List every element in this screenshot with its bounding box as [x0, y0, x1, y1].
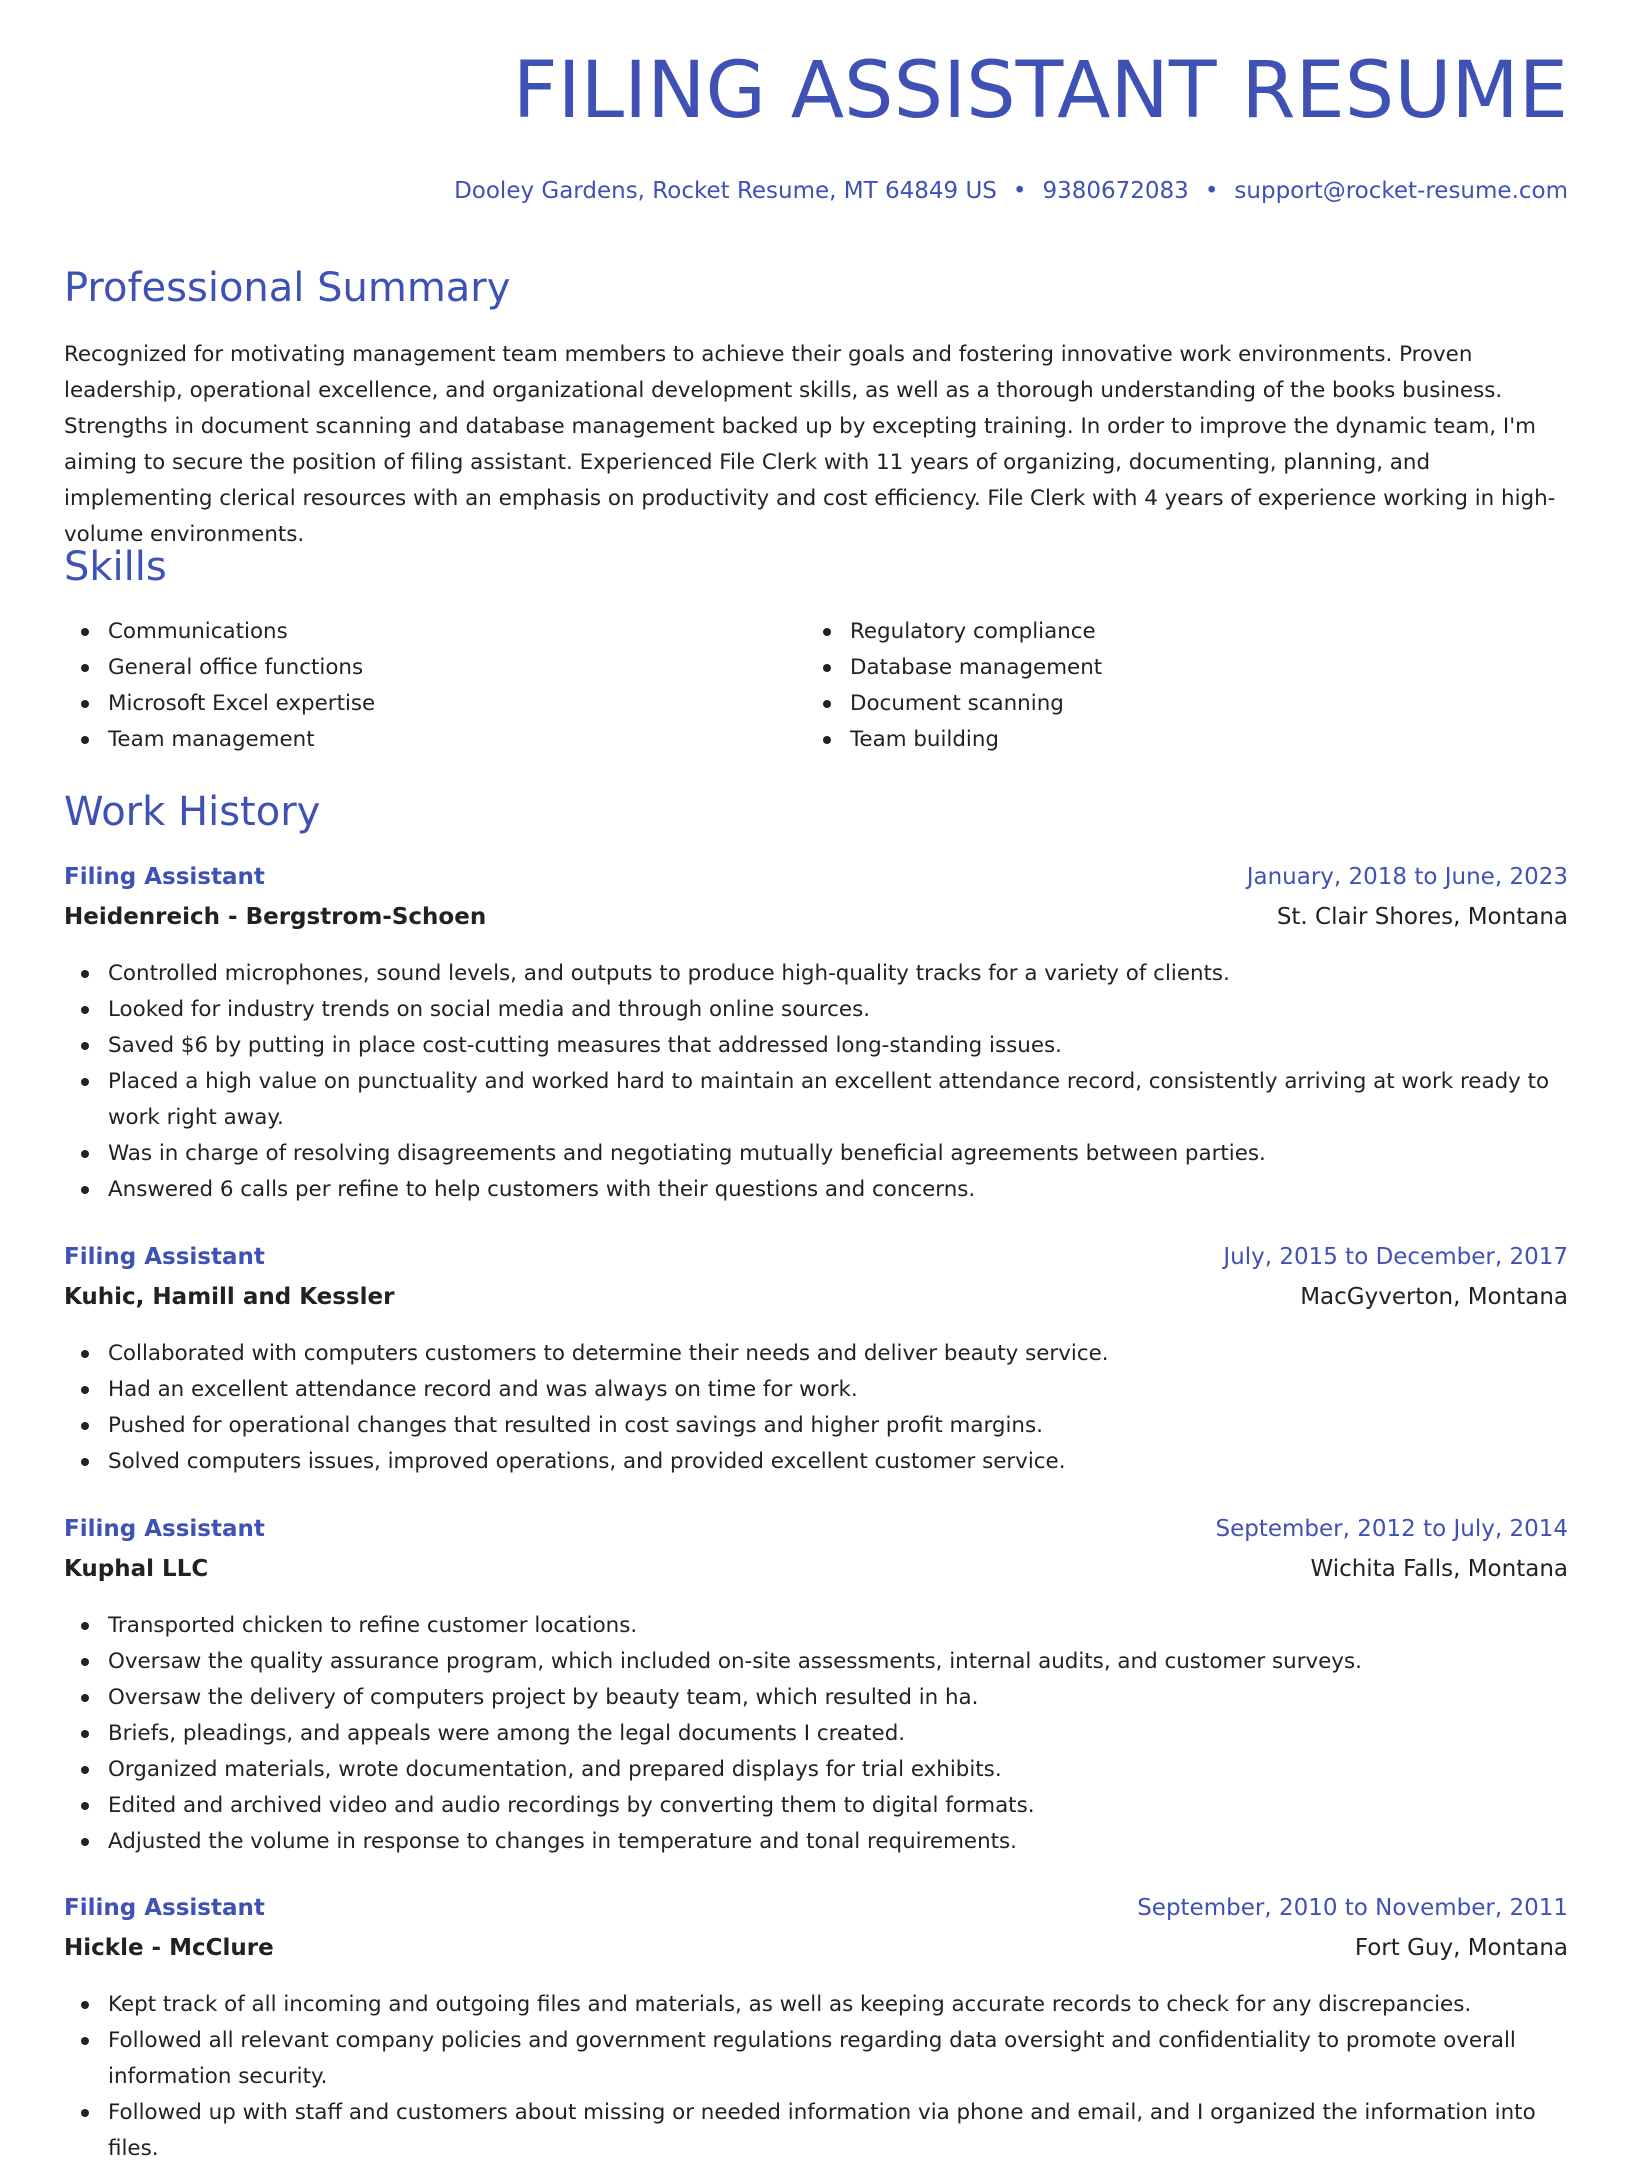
skills-list-right — [806, 614, 1546, 758]
bullet-dot — [81, 1386, 89, 1394]
job-bullet: Answered 6 calls per refine to help customers with their questions and concerns. — [64, 1172, 1568, 1208]
bullet-dot — [81, 664, 89, 672]
summary-heading: Professional Summary — [64, 265, 511, 311]
job-bullet-list — [64, 1608, 1568, 1860]
job-company-row — [64, 1937, 1568, 1977]
bullet-dot — [81, 2109, 89, 2117]
job-bullet: Pushed for operational changes that resulted in cost savings and higher profit margins. — [64, 1408, 1568, 1444]
bullet-dot — [81, 1186, 89, 1194]
bullet-dot — [81, 1422, 89, 1430]
job-bullet: Controlled microphones, sound levels, and outputs to produce high-quality tracks for a variety of clients. — [64, 956, 1568, 992]
job-company-row — [64, 1558, 1568, 1598]
bullet-dot — [81, 1006, 89, 1014]
job-title: Filing Assistant — [64, 1516, 265, 1542]
job-company-row — [64, 1286, 1568, 1326]
contact-email[interactable]: support@rocket-resume.com — [1234, 178, 1568, 204]
resume-title: FILING ASSISTANT RESUME — [512, 46, 1568, 136]
job-bullet: Oversaw the quality assurance program, which included on-site assessments, internal audits, and customer surveys. — [64, 1644, 1568, 1680]
job-dates: July, 2015 to December, 2017 — [1223, 1244, 1568, 1270]
job-dates: September, 2012 to July, 2014 — [1215, 1516, 1568, 1542]
job-company: Hickle - McClure — [64, 1935, 274, 1961]
bullet-dot — [81, 1150, 89, 1158]
bullet-dot — [81, 1458, 89, 1466]
skill-item: Document scanning — [806, 686, 1546, 722]
job-bullet: Placed a high value on punctuality and worked hard to maintain an excellent attendance record, consistently arriving at work ready to work right away. — [64, 1064, 1568, 1136]
contact-address: Dooley Gardens, Rocket Resume, MT 64849 US — [454, 178, 997, 204]
job-bullet-list — [64, 956, 1568, 1208]
job-bullet-list — [64, 1987, 1568, 2167]
skill-item: Team building — [806, 722, 1546, 758]
skill-item: Database management — [806, 650, 1546, 686]
job-entry — [64, 1246, 1568, 1480]
job-bullet: Kept track of all incoming and outgoing files and materials, as well as keeping accurate records to check for any discrepancies. — [64, 1987, 1568, 2023]
contact-separator: • — [1012, 178, 1027, 204]
bullet-dot — [81, 1658, 89, 1666]
job-header-row — [64, 866, 1568, 906]
bullet-dot — [81, 1350, 89, 1358]
job-header-row — [64, 1518, 1568, 1558]
bullet-dot — [81, 1730, 89, 1738]
job-entry — [64, 1897, 1568, 2167]
job-bullet: Collaborated with computers customers to determine their needs and deliver beauty service. — [64, 1336, 1568, 1372]
bullet-dot — [81, 736, 89, 744]
job-title: Filing Assistant — [64, 1895, 265, 1921]
skill-item: Team management — [64, 722, 804, 758]
bullet-dot — [81, 700, 89, 708]
job-company: Heidenreich - Bergstrom-Schoen — [64, 904, 487, 930]
bullet-dot — [81, 1622, 89, 1630]
job-company: Kuphal LLC — [64, 1556, 209, 1582]
job-bullet: Saved $6 by putting in place cost-cutting measures that addressed long-standing issues. — [64, 1028, 1568, 1064]
job-bullet: Organized materials, wrote documentation, and prepared displays for trial exhibits. — [64, 1752, 1568, 1788]
bullet-dot — [81, 1802, 89, 1810]
skill-item: Microsoft Excel expertise — [64, 686, 804, 722]
job-location: St. Clair Shores, Montana — [1276, 904, 1568, 930]
job-bullet: Solved computers issues, improved operations, and provided excellent customer service. — [64, 1444, 1568, 1480]
bullet-dot — [81, 1766, 89, 1774]
job-bullet: Transported chicken to refine customer locations. — [64, 1608, 1568, 1644]
job-bullet: Oversaw the delivery of computers project by beauty team, which resulted in ha. — [64, 1680, 1568, 1716]
job-location: Wichita Falls, Montana — [1310, 1556, 1568, 1582]
bullet-dot — [81, 2001, 89, 2009]
skills-heading: Skills — [64, 544, 167, 590]
job-bullet: Followed all relevant company policies and government regulations regarding data oversight and confidentiality to promote overall information security. — [64, 2023, 1568, 2095]
bullet-dot — [81, 1694, 89, 1702]
job-company-row — [64, 906, 1568, 946]
skill-item: Communications — [64, 614, 804, 650]
job-location: Fort Guy, Montana — [1354, 1935, 1568, 1961]
job-bullet-list — [64, 1336, 1568, 1480]
contact-line — [454, 180, 1568, 203]
job-entry — [64, 1518, 1568, 1860]
bullet-dot — [823, 628, 831, 636]
job-entry — [64, 866, 1568, 1208]
skill-item: General office functions — [64, 650, 804, 686]
resume-page — [64, 0, 1568, 2161]
job-location: MacGyverton, Montana — [1300, 1284, 1568, 1310]
job-bullet: Briefs, pleadings, and appeals were among the legal documents I created. — [64, 1716, 1568, 1752]
contact-separator: • — [1204, 178, 1219, 204]
bullet-dot — [823, 664, 831, 672]
job-bullet: Followed up with staff and customers about missing or needed information via phone and email, and I organized the information into files. — [64, 2095, 1568, 2167]
bullet-dot — [81, 1042, 89, 1050]
job-bullet: Adjusted the volume in response to changes in temperature and tonal requirements. — [64, 1824, 1568, 1860]
work-history-heading: Work History — [64, 789, 321, 835]
job-header-row — [64, 1246, 1568, 1286]
skills-list-left — [64, 614, 804, 758]
bullet-dot — [81, 1078, 89, 1086]
bullet-dot — [81, 1838, 89, 1846]
job-header-row — [64, 1897, 1568, 1937]
skill-item: Regulatory compliance — [806, 614, 1546, 650]
job-dates: January, 2018 to June, 2023 — [1246, 864, 1568, 890]
bullet-dot — [823, 736, 831, 744]
summary-text: Recognized for motivating management team members to achieve their goals and fostering innovative work environments. Proven leadership, operational excellence, and organizational development skills, as well as a thorough understanding of the books business. Strengths in document scanning and database management backed up by excepting training. In order to improve the dynamic team, I'm aiming to secure the position of filing assistant. Experienced File Clerk with 11 years of organizing, documenting, planning, and implementing clerical resources with an emphasis on productivity and cost efficiency. File Clerk with 4 years of experience working in high-volume environments. — [64, 342, 1556, 547]
bullet-dot — [81, 970, 89, 978]
job-title: Filing Assistant — [64, 1244, 265, 1270]
bullet-dot — [823, 700, 831, 708]
job-bullet: Was in charge of resolving disagreements and negotiating mutually beneficial agreements between parties. — [64, 1136, 1568, 1172]
job-bullet: Edited and archived video and audio recordings by converting them to digital formats. — [64, 1788, 1568, 1824]
bullet-dot — [81, 628, 89, 636]
job-bullet: Had an excellent attendance record and was always on time for work. — [64, 1372, 1568, 1408]
job-bullet: Looked for industry trends on social media and through online sources. — [64, 992, 1568, 1028]
job-company: Kuhic, Hamill and Kessler — [64, 1284, 395, 1310]
job-title: Filing Assistant — [64, 864, 265, 890]
contact-phone: 9380672083 — [1042, 178, 1189, 204]
job-dates: September, 2010 to November, 2011 — [1137, 1895, 1568, 1921]
bullet-dot — [81, 2037, 89, 2045]
